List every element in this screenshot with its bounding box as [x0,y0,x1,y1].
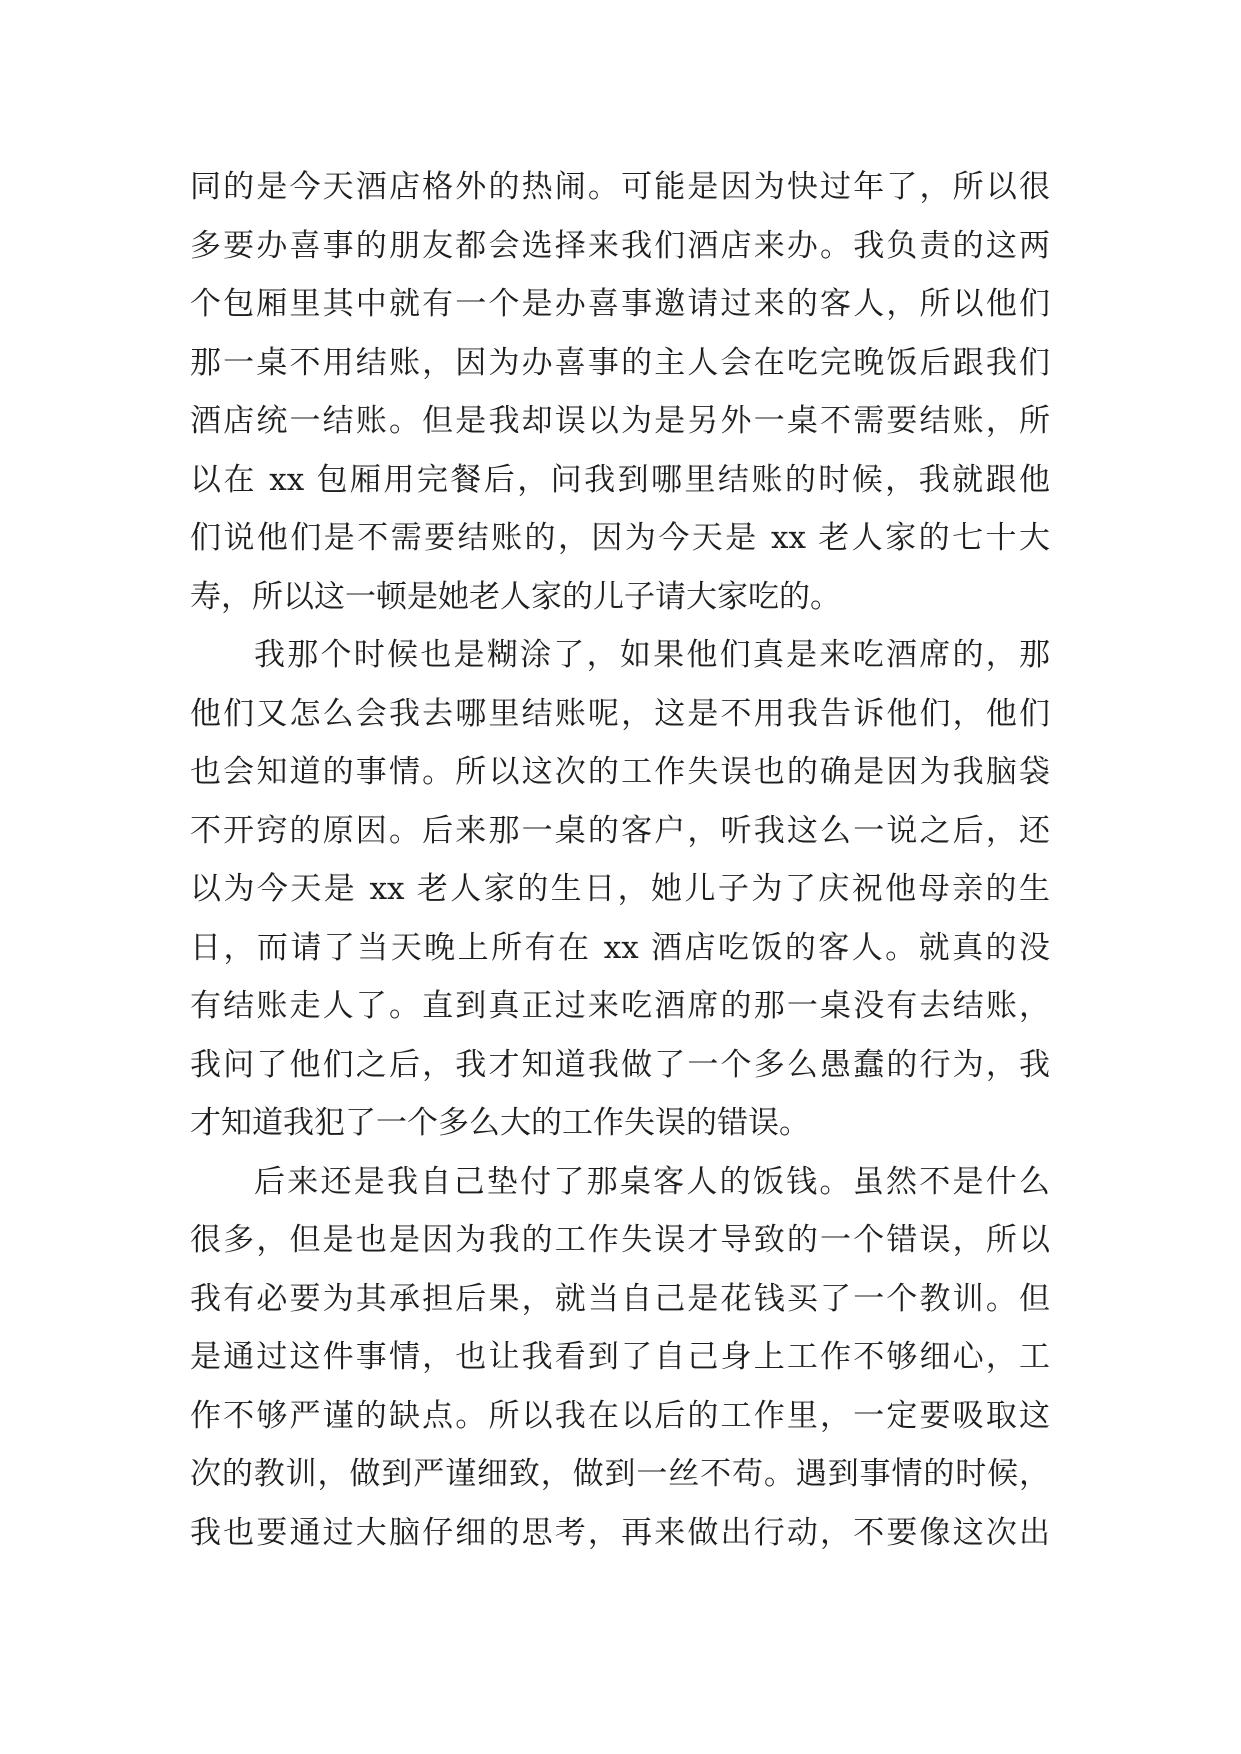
text-line: 们说他们是不需要结账的，因为今天是 xx 老人家的七十大 [190,520,1050,556]
text-line: 以为今天是 xx 老人家的生日，她儿子为了庆祝他母亲的生 [190,871,1050,907]
text-line: 我问了他们之后，我才知道我做了一个多么愚蠢的行为，我 [190,1046,1050,1083]
text-line: 也会知道的事情。所以这次的工作失误也的确是因为我脑袋 [190,754,1050,790]
text-line: 作不够严谨的缺点。所以我在以后的工作里，一定要吸取这 [190,1397,1050,1434]
text-line: 同的是今天酒店格外的热闹。可能是因为快过年了，所以很 [190,169,1050,205]
text-line: 多要办喜事的朋友都会选择来我们酒店来办。我负责的这两 [190,227,1050,264]
text-line: 个包厢里其中就有一个是办喜事邀请过来的客人，所以他们 [190,286,1050,322]
text-line: 有结账走人了。直到真正过来吃酒席的那一桌没有去结账， [190,988,1050,1024]
text-line: 那一桌不用结账，因为办喜事的主人会在吃完晚饭后跟我们 [190,344,1050,381]
text-line: 很多，但是也是因为我的工作失误才导致的一个错误，所以 [190,1222,1050,1258]
text-line: 次的教训，做到严谨细致，做到一丝不苟。遇到事情的时候， [190,1456,1050,1492]
body-text [190,158,1050,1562]
text-line: 才知道我犯了一个多么大的工作失误的错误。 [190,1105,810,1141]
text-line: 不开窍的原因。后来那一桌的客户，听我这么一说之后，还 [190,812,1050,849]
text-line: 日，而请了当天晚上所有在 xx 酒店吃饭的客人。就真的没 [190,929,1050,966]
text-line: 后来还是我自己垫付了那桌客人的饭钱。虽然不是什么 [254,1163,1050,1200]
text-line: 酒店统一结账。但是我却误以为是另外一桌不需要结账，所 [190,403,1050,439]
text-line: 以在 xx 包厢用完餐后，问我到哪里结账的时候，我就跟他 [190,461,1050,498]
text-line: 寿，所以这一顿是她老人家的儿子请大家吃的。 [190,578,841,615]
text-line: 是通过这件事情，也让我看到了自己身上工作不够细心，工 [190,1339,1050,1375]
text-line: 我那个时候也是糊涂了，如果他们真是来吃酒席的，那 [254,637,1050,673]
text-line: 我有必要为其承担后果，就当自己是花钱买了一个教训。但 [190,1280,1050,1317]
text-line: 我也要通过大脑仔细的思考，再来做出行动，不要像这次出 [190,1514,1050,1551]
text-line: 他们又怎么会我去哪里结账呢，这是不用我告诉他们，他们 [190,695,1050,732]
